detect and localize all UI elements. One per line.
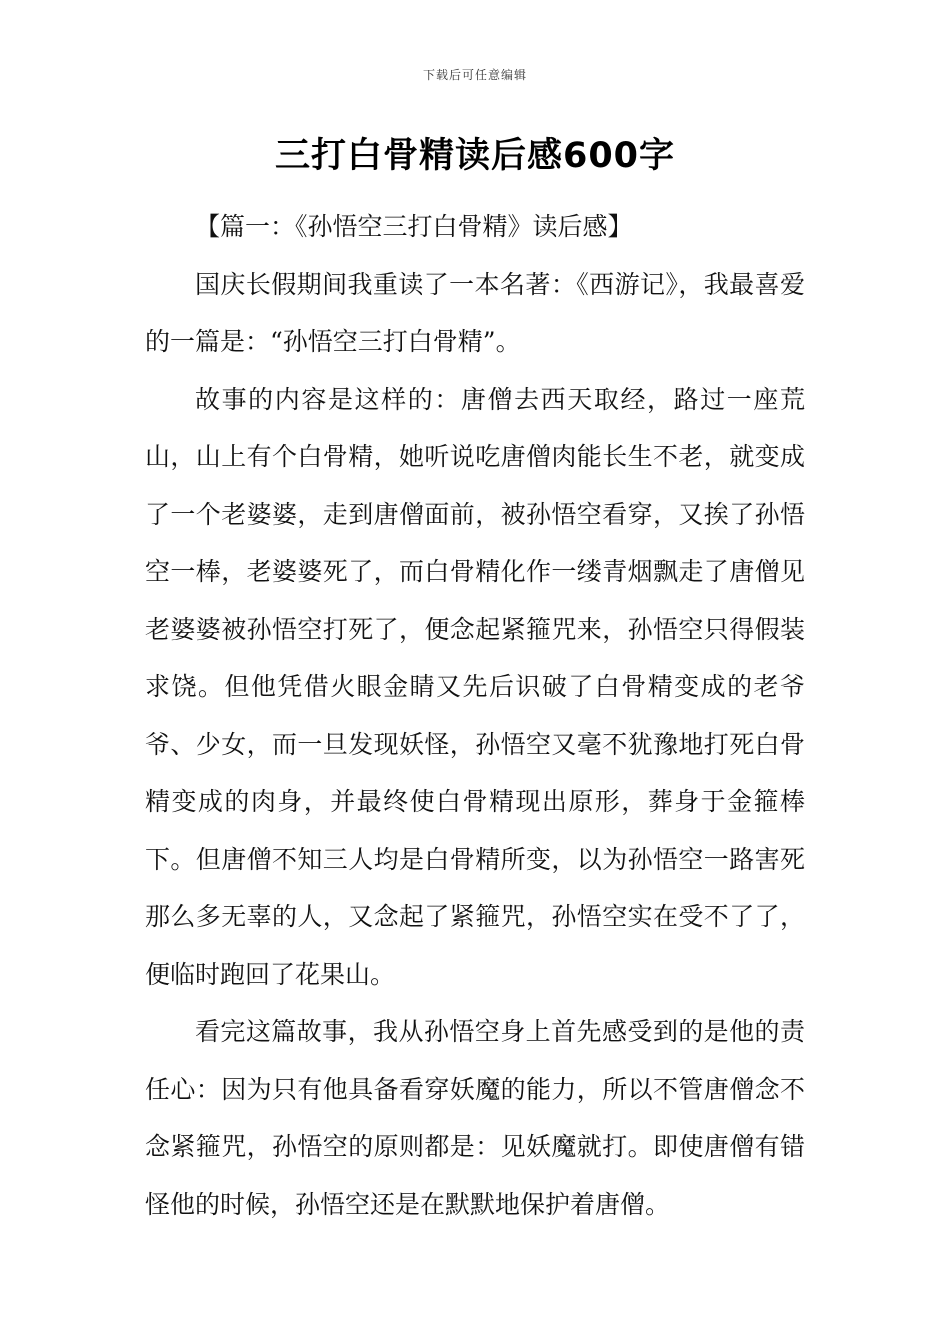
section-heading: 【篇一：《孙悟空三打白骨精》读后感】 — [195, 212, 633, 241]
paragraph: 故事的内容是这样的：唐僧去西天取经，路过一座荒山，山上有个白骨精，她听说吃唐僧肉能长生不老，就变成了一个老婆婆，走到唐僧面前，被孙悟空看穿，又挨了孙悟空一棒，老婆婆死了，而白骨精化作一缕青烟飘走了唐僧见老婆婆被孙悟空打死了，便念起紧箍咒来，孙悟空只得假装求饶。但他凭借火眼金睛又先后识破了白骨精变成的老爷爷、少女，而一旦发现妖怪，孙悟空又毫不犹豫地打死白骨精变成的肉身，并最终使白骨精现出原形，葬身于金箍棒下。但唐僧不知三人均是白骨精所变，以为孙悟空一路害死那么多无辜的人，又念起了紧箍咒，孙悟空实在受不了了，便临时跑回了花果山。 — [145, 384, 805, 989]
header-note: 下载后可任意编辑 — [422, 68, 527, 82]
paragraph: 国庆长假期间我重读了一本名著：《西游记》，我最喜爱的一篇是：“孙悟空三打白骨精”。 — [145, 269, 805, 356]
document-title: 三打白骨精读后感600字 — [274, 136, 676, 176]
paragraph: 看完这篇故事，我从孙悟空身上首先感受到的是他的责任心：因为只有他具备看穿妖魔的能力，所以不管唐僧念不念紧箍咒，孙悟空的原则都是：见妖魔就打。即使唐僧有错怪他的时候，孙悟空还是在默默地保护着唐僧。 — [145, 1017, 805, 1219]
document-body — [145, 198, 805, 1233]
